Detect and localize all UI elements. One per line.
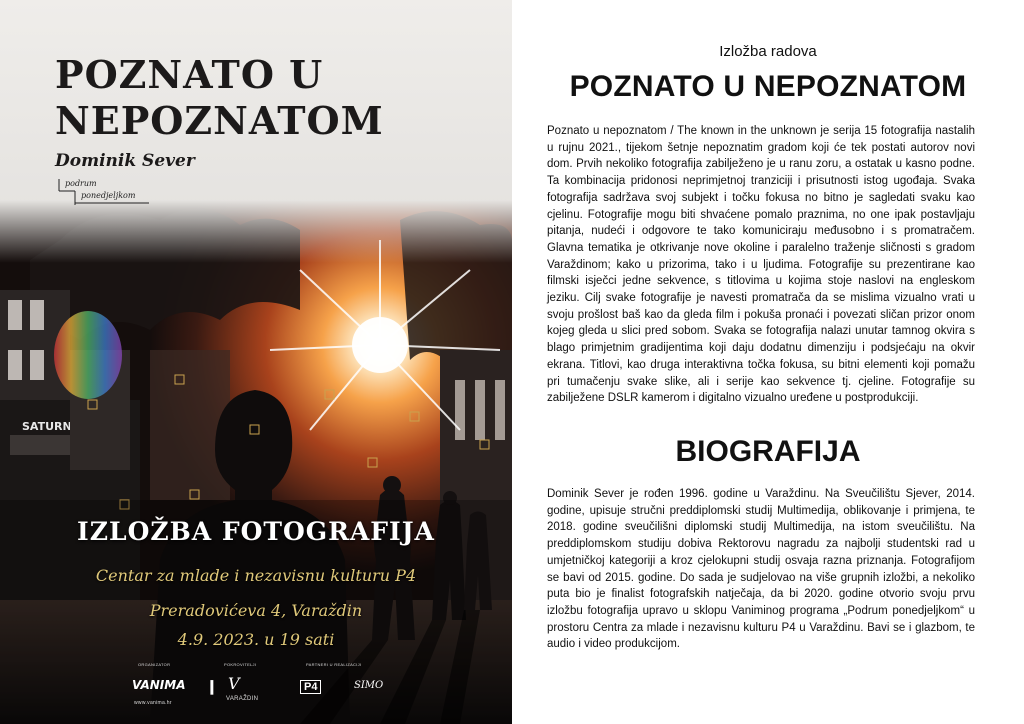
exhibition-description: Poznato u nepoznatom / The known in the unknown je serija 15 fotografija nastalih u rujnu 2021., tijekom šetnje nepoznatim gradom koji će tek postati autorov novi dom. Prvih nekoliko fotografija zabilježeno je u ranu zoru, a ostatak u kasno podne. Ta kombinacija pridonosi neprimjetnoj tranziciji i prisutnosti istog ugođaja. Svaka fotografija sadržava svoj subjekt i točku fokusa no bitno je sagledati svaku kao cjelinu. Fotografije mogu biti shvaćene pomalo praznima, no one ipak postavljaju pitanja, nudeći i odgovore te tako komuniciraju međusobno i s promatračem. Glavna tematika je otkrivanje nove okoline i paralelno traženje sličnosti s gradom Varaždinom; kako u prizorima, tako i u ljudima. Fotografije su prezentirane kao filmski isječci jedne sekvence, s titlovima u kojima stoje naslovi na engleskom jeziku. Cilj svake fotografije je navesti promatrača da se mislima vizualno vrati u svoju prošlost baš kao da gleda film i pokuša pronaći i povezati sličan prizor onom kojeg gleda u slici pred sobom. Svaka se fotografija nalazi unutar tamnog okvira s blago primjetnim gradijentima koji daju dodatnu dimenziju i podsjećaju na okvir ekrana. Titlovi, kao druga interaktivna točka fokusa, su bitni elementi koji pomažu pri tumačenju svake slike, ali i serije kao sekvence tj. cjeline. Fotografije su zabilježene DSLR kamerom i digitalno vizualno uređene u postprodukciji. — [547, 125, 975, 405]
partner-logo-2: SIMO — [354, 680, 384, 691]
biography-heading: BIOGRAFIJA — [675, 435, 861, 468]
poster-title — [55, 52, 384, 144]
venue-address: Preradovićeva 4, Varaždin — [149, 601, 363, 620]
organizer-url: www.vanima.hr — [134, 700, 172, 706]
partner-logos — [0, 660, 512, 724]
vanima-logo: VANIMA — [132, 678, 186, 692]
croatia-ministry-icon: ❙ — [206, 678, 218, 694]
document-subtitle: Izložba radova — [719, 43, 817, 60]
realization-label: PARTNERI U REALIZACIJI — [306, 662, 362, 667]
podrum-logo-line2: ponedjeljkom — [81, 191, 136, 200]
podrum-ponedjeljkom-logo — [55, 177, 151, 207]
varazdin-logo: VARAŽDIN — [226, 696, 259, 702]
document-title: POZNATO U NEPOZNATOM — [569, 70, 967, 103]
poster-title-line1: POZNATO U — [55, 52, 324, 97]
biography-text: Dominik Sever je rođen 1996. godine u Varaždinu. Na Sveučilištu Sjever, 2014. godine, upisuje stručni preddiplomski studij Multimedija, oblikovanje i primjena, te 2018. godine sveučilišni diplomski studij Multimedija, na istom sveučilištu. Na preddiplomskom studiju dobiva Rektorovu nagradu za najbolji studentski rad u umjetničkoj kategoriji a kroz cjelokupni studij osvaja razna priznanja. Fotografijom se bavi od 2015. godine. Do sada je sudjelovao na više grupnih izložbi, a nekoliko puta bio je finalist fotografskih natječaja, da bi 2020. godine otvorio svoju prvu izložbu fotografija upravo u sklopu Vaniminog programa „Podrum ponedjeljkom“ u prostoru Centra za mlade i nezavisnu kulturu P4 u Varaždinu. Bavi se i glazbom, te audio i video produkcijom. — [547, 488, 975, 651]
varazdin-crest-icon: V — [228, 674, 240, 693]
sponsors-label: POKROVITELJI — [224, 662, 257, 667]
venue-name: Centar za mlade i nezavisnu kulturu P4 — [95, 566, 417, 585]
organizer-label: ORGANIZATOR — [138, 662, 171, 667]
podrum-logo-line1: podrum — [65, 179, 97, 188]
exhibition-heading: IZLOŽBA FOTOGRAFIJA — [77, 517, 435, 546]
poster-author: Dominik Sever — [55, 151, 195, 171]
poster-title-line2: NEPOZNATOM — [55, 98, 384, 143]
event-datetime: 4.9. 2023. u 19 sati — [177, 630, 335, 649]
p4-logo: P4 — [300, 680, 321, 694]
